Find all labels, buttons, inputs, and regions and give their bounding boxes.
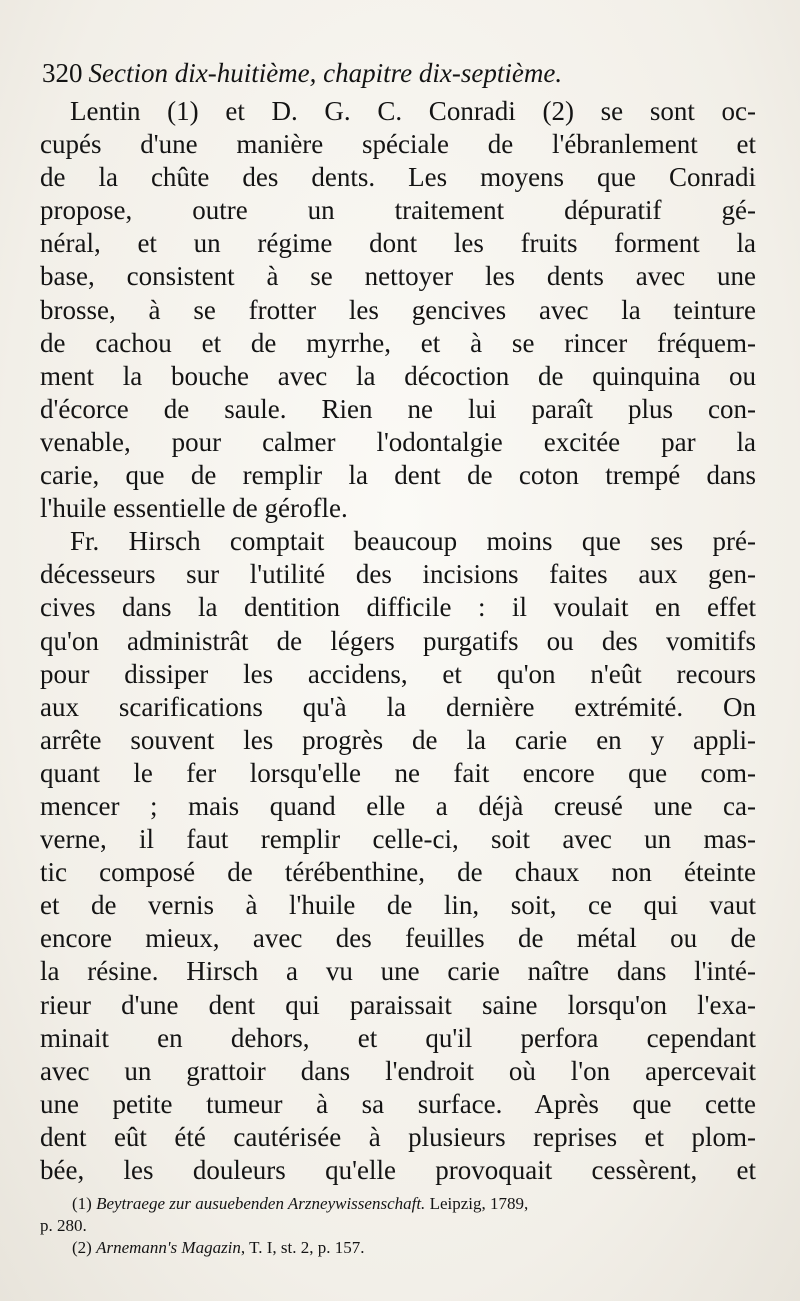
text-line: bée, les douleurs qu'elle provoquait cessèrent, et bbox=[40, 1155, 756, 1185]
page-number: 320 bbox=[42, 58, 83, 88]
footnote-mark: (1) bbox=[72, 1194, 92, 1213]
text-line: d'écorce de saule. Rien ne lui paraît plus con- bbox=[40, 393, 756, 424]
text-line: décesseurs sur l'utilité des incisions faites aux gen- bbox=[40, 559, 756, 590]
text-line: arrête souvent les progrès de la carie en y appli- bbox=[40, 724, 756, 755]
text-line: une petite tumeur à sa surface. Après que cette bbox=[40, 1088, 756, 1119]
footnote-2 bbox=[40, 1237, 756, 1259]
text-line: néral, et un régime dont les fruits forment la bbox=[40, 228, 756, 259]
footnote-1-continuation: p. 280. bbox=[40, 1216, 87, 1235]
text-line: mencer ; mais quand elle a déjà creusé une ca- bbox=[40, 790, 756, 821]
text-line: la résine. Hirsch a vu une carie naître dans l'inté- bbox=[40, 956, 756, 987]
page-header bbox=[42, 56, 742, 90]
text-line: et de vernis à l'huile de lin, soit, ce qui vaut bbox=[40, 890, 756, 921]
text-line: aux scarifications qu'à la dernière extrémité. On bbox=[40, 691, 756, 722]
paragraph-1 bbox=[40, 95, 756, 525]
text-line: cives dans la dentition difficile : il voulait en effet bbox=[40, 592, 756, 623]
text-line: de cachou et de myrrhe, et à se rincer fréquem- bbox=[40, 327, 756, 358]
footnote-mark: (2) bbox=[72, 1238, 92, 1257]
footnote-title: Beytraege zur ausuebenden Arzneywissenschaft. bbox=[96, 1194, 426, 1213]
text-line: cupés d'une manière spéciale de l'ébranlement et bbox=[40, 129, 756, 160]
text-line: carie, que de remplir la dent de coton trempé dans bbox=[40, 460, 756, 491]
footnotes bbox=[40, 1193, 756, 1259]
text-line: de la chûte des dents. Les moyens que Conradi bbox=[40, 162, 756, 193]
text-line: propose, outre un traitement dépuratif gé- bbox=[40, 195, 756, 226]
paragraph-2 bbox=[40, 525, 756, 1187]
text-line: pour dissiper les accidens, et qu'on n'eût recours bbox=[40, 658, 756, 689]
running-title: Section dix-huitième, chapitre dix-septième. bbox=[88, 58, 563, 88]
text-line: verne, il faut remplir celle-ci, soit avec un mas- bbox=[40, 824, 756, 855]
text-line: avec un grattoir dans l'endroit où l'on apercevait bbox=[40, 1055, 756, 1086]
text-line: dent eût été cautérisée à plusieurs reprises et plom- bbox=[40, 1121, 756, 1152]
footnote-reference: , T. I, st. 2, p. 157. bbox=[240, 1238, 365, 1257]
text-line: base, consistent à se nettoyer les dents avec une bbox=[40, 261, 756, 292]
text-line: ment la bouche avec la décoction de quinquina ou bbox=[40, 360, 756, 391]
text-line: brosse, à se frotter les gencives avec la teinture bbox=[40, 294, 756, 325]
text-line: rieur d'une dent qui paraissait saine lorsqu'on l'exa- bbox=[40, 989, 756, 1020]
text-line: tic composé de térébenthine, de chaux non éteinte bbox=[40, 857, 756, 888]
footnote-1 bbox=[40, 1193, 756, 1215]
text-line: minait en dehors, et qu'il perfora cependant bbox=[40, 1022, 756, 1053]
footnote-reference: Leipzig, 1789, bbox=[425, 1194, 529, 1213]
text-line: encore mieux, avec des feuilles de métal ou de bbox=[40, 923, 756, 954]
text-line: Fr. Hirsch comptait beaucoup moins que ses pré- bbox=[70, 526, 756, 557]
text-line: venable, pour calmer l'odontalgie excitée par la bbox=[40, 426, 756, 457]
body-text bbox=[40, 95, 756, 1187]
text-line: qu'on administrât de légers purgatifs ou des vomitifs bbox=[40, 625, 756, 656]
text-line: Lentin (1) et D. G. C. Conradi (2) se sont oc- bbox=[70, 96, 756, 126]
footnote-title: Arnemann's Magazin bbox=[96, 1238, 241, 1257]
text-line: quant le fer lorsqu'elle ne fait encore que com- bbox=[40, 757, 756, 788]
text-line: l'huile essentielle de gérofle. bbox=[40, 493, 348, 524]
